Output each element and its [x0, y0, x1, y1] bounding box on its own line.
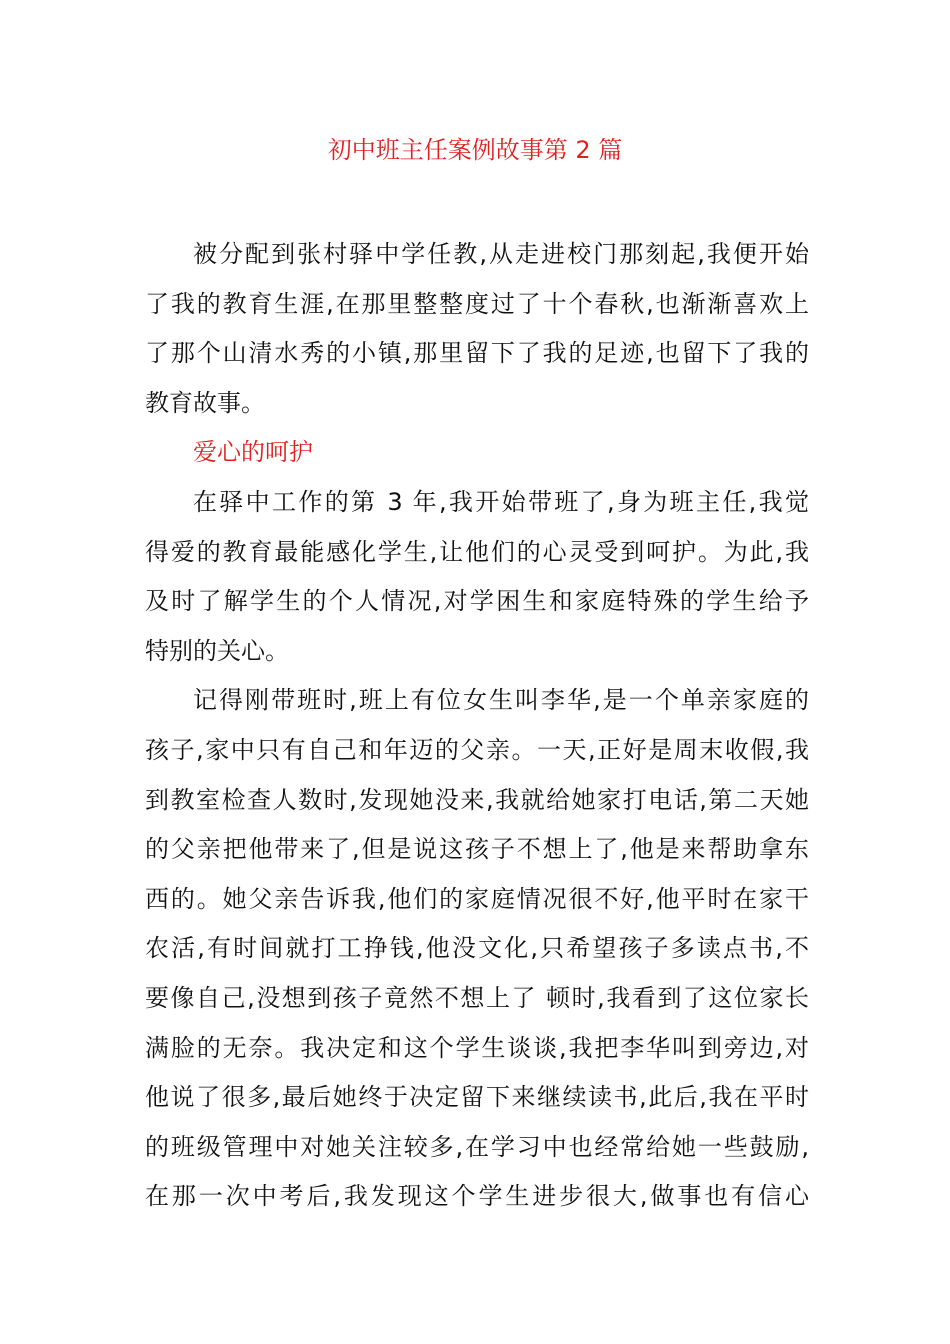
- paragraph-1-line-3: 了那个山清水秀的小镇,那里留下了我的足迹,也留下了我的: [145, 339, 809, 368]
- document-title: 初中班主任案例故事第 2 篇: [327, 136, 623, 164]
- paragraph-2-line-1: 在驿中工作的第 3 年,我开始带班了,身为班主任,我觉: [193, 487, 809, 516]
- paragraph-1-line-1: 被分配到张村驿中学任教,从走进校门那刻起,我便开始: [193, 240, 809, 268]
- paragraph-3-line-7: 要像自己,没想到孩子竟然不想上了 顿时,我看到了这位家长: [145, 983, 809, 1012]
- document-body: [145, 230, 809, 1222]
- paragraph-3-line-5: 西的。她父亲告诉我,他们的家庭情况很不好,他平时在家干: [145, 884, 809, 913]
- paragraph-3-line-10: 的班级管理中对她关注较多,在学习中也经常给她一些鼓励,: [145, 1132, 809, 1161]
- paragraph-3-line-2: 孩子,家中只有自己和年迈的父亲。一天,正好是周末收假,我: [145, 735, 809, 764]
- paragraph-3-line-6: 农活,有时间就打工挣钱,他没文化,只希望孩子多读点书,不: [145, 934, 809, 963]
- paragraph-3-line-11: 在那一次中考后,我发现这个学生进步很大,做事也有信心: [145, 1182, 809, 1211]
- paragraph-3-line-3: 到教室检查人数时,发现她没来,我就给她家打电话,第二天她: [145, 785, 809, 814]
- paragraph-2-line-3: 及时了解学生的个人情况,对学困生和家庭特殊的学生给予: [145, 587, 809, 616]
- paragraph-2-line-4: 特别的关心。: [145, 636, 289, 665]
- paragraph-1-line-2: 了我的教育生涯,在那里整整度过了十个春秋,也渐渐喜欢上: [145, 289, 809, 318]
- paragraph-3-line-8: 满脸的无奈。我决定和这个学生谈谈,我把李华叫到旁边,对: [145, 1033, 809, 1062]
- paragraph-3-line-4: 的父亲把他带来了,但是说这孩子不想上了,他是来帮助拿东: [145, 835, 809, 864]
- section-heading: 爱心的呵护: [193, 438, 313, 467]
- paragraph-2-line-2: 得爱的教育最能感化学生,让他们的心灵受到呵护。为此,我: [145, 537, 809, 566]
- paragraph-3-line-9: 他说了很多,最后她终于决定留下来继续读书,此后,我在平时: [145, 1083, 809, 1112]
- paragraph-3-line-1: 记得刚带班时,班上有位女生叫李华,是一个单亲家庭的: [193, 686, 809, 715]
- paragraph-1-line-4: 教育故事。: [145, 388, 265, 417]
